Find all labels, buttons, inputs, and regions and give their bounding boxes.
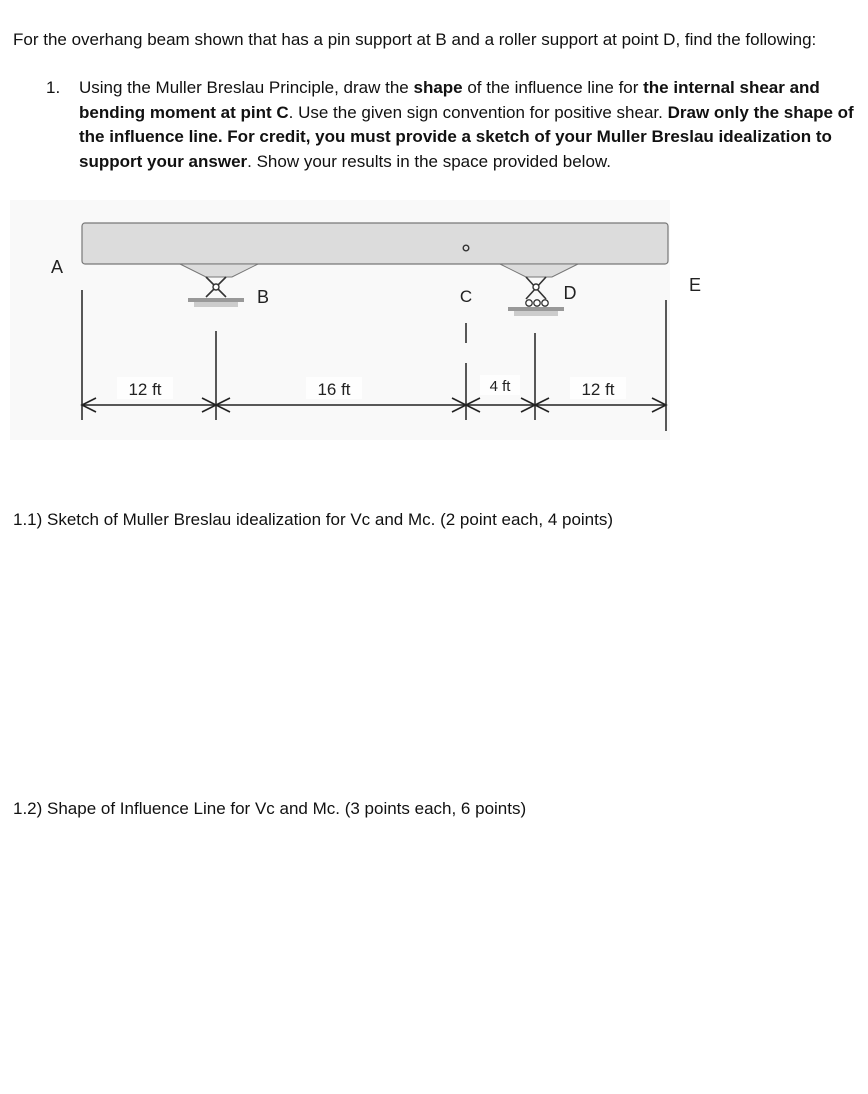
label-c: C bbox=[459, 287, 473, 306]
q-text-4: . Use the given sign convention for positive shear. bbox=[288, 102, 668, 122]
subquestion-1-2: 1.2) Shape of Influence Line for Vc and Mc. (3 points each, 6 points) bbox=[13, 799, 527, 818]
q-text-1: shape bbox=[413, 78, 463, 97]
beam-figure bbox=[0, 195, 868, 455]
beam bbox=[82, 223, 668, 264]
subquestion-1-1: 1.1) Sketch of Muller Breslau idealization for Vc and Mc. (2 point each, 4 points) bbox=[13, 510, 614, 529]
problem-intro: For the overhang beam shown that has a pin support at B and a roller support at point D, find the following: bbox=[13, 30, 817, 49]
q-text-5: Draw only the shape of the influence line. For credit, you must provide a sketch of your Muller Breslau idealization to support your answer bbox=[79, 102, 854, 171]
q-text-3: the internal shear and bending moment at pint C bbox=[79, 78, 820, 122]
span-ab-label: 12 ft bbox=[128, 380, 162, 399]
span-bc-label: 16 ft bbox=[317, 380, 351, 399]
span-cd-label: 4 ft bbox=[489, 378, 511, 395]
question-1-text bbox=[79, 76, 866, 174]
label-e: E bbox=[688, 275, 702, 295]
q-text-2: of the influence line for bbox=[462, 78, 644, 97]
label-d: D bbox=[563, 283, 577, 303]
beam-diagram bbox=[0, 195, 868, 455]
span-de-label: 12 ft bbox=[581, 380, 615, 399]
q-text-0: Using the Muller Breslau Principle, draw the bbox=[79, 78, 414, 97]
q-text-6: . Show your results in the space provided below. bbox=[247, 151, 611, 171]
label-b: B bbox=[256, 287, 270, 307]
question-number: 1. bbox=[46, 78, 61, 97]
label-a: A bbox=[50, 257, 64, 277]
question-1 bbox=[46, 76, 866, 174]
